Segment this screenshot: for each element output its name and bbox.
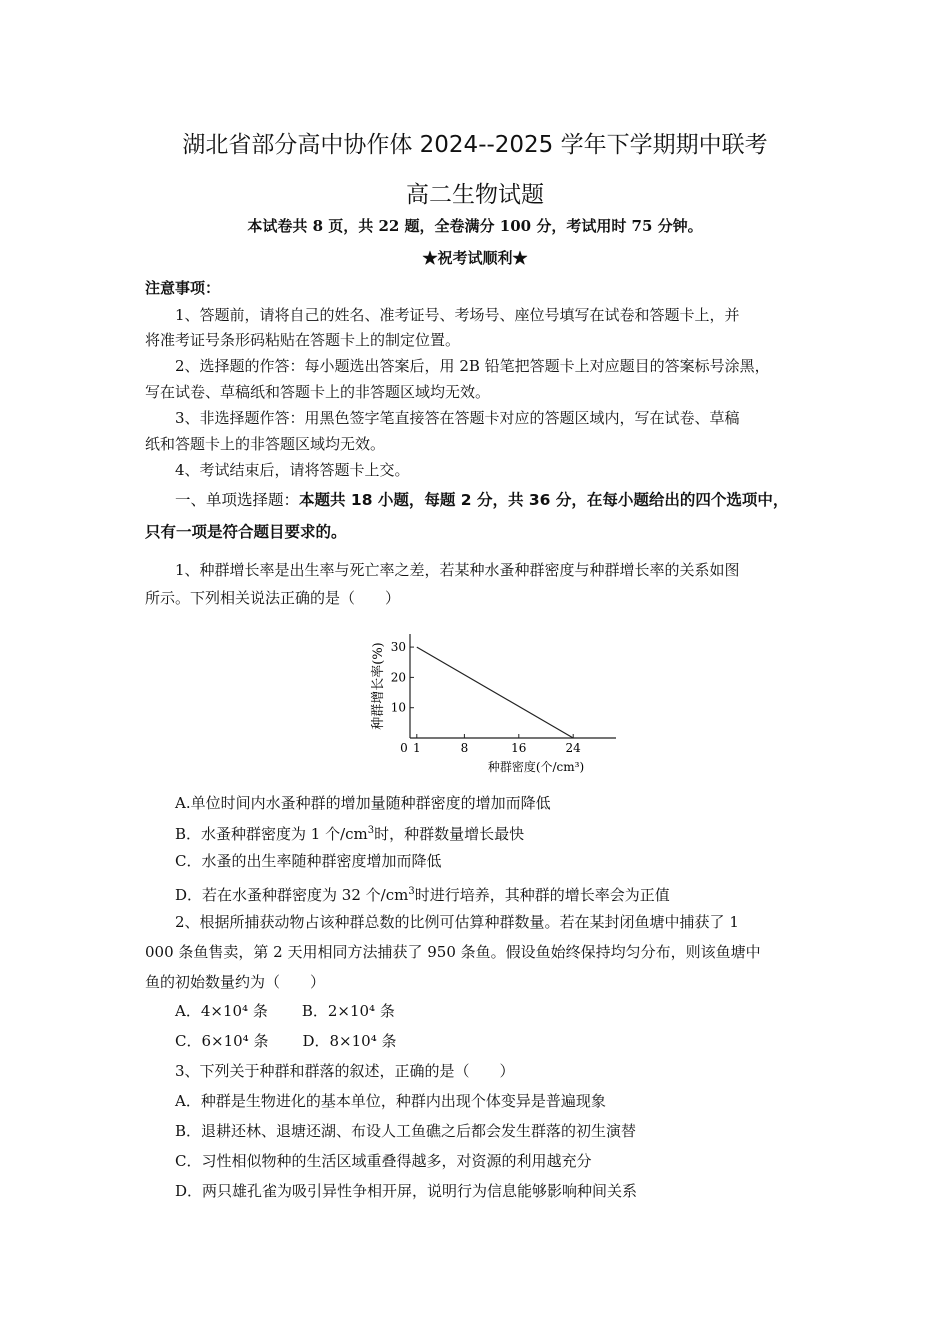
section-desc-cont: 只有一项是符合题目要求的。 xyxy=(145,523,347,541)
q3-stem: 3、下列关于种群和群落的叙述，正确的是（ ） xyxy=(175,1062,515,1080)
q3-option-d: D．两只雄孔雀为吸引异性争相开屏，说明行为信息能够影响种间关系 xyxy=(175,1182,638,1200)
exam-title: 湖北省部分高中协作体 2024--2025 学年下学期期中联考 xyxy=(182,132,768,158)
exam-info: 本试卷共 8 页，共 22 题，全卷满分 100 分，考试用时 75 分钟。 xyxy=(247,217,703,235)
chart-marks xyxy=(417,647,573,738)
section-heading xyxy=(175,490,843,510)
growth-rate-chart xyxy=(360,624,630,780)
notice-line: 3、非选择题作答：用黑色签字笔直接答在答题卡对应的答题区域内，写在试卷、草稿 xyxy=(175,409,740,427)
q1-option-d xyxy=(175,882,843,905)
q1-option-b xyxy=(175,821,843,844)
notice-heading: 注意事项： xyxy=(145,279,221,297)
x-tick-label: 1 xyxy=(412,741,421,755)
q1-option-d-text2: 时进行培养，其种群的增长率会为正值 xyxy=(414,886,670,904)
section-desc: 本题共 18 小题，每题 2 分，共 36 分，在每小题给出的四个选项中， xyxy=(299,491,789,509)
x-tick-label: 16 xyxy=(511,741,527,755)
q1-option-b-sup: 3 xyxy=(367,825,375,836)
q1-option-c: C．水蚤的出生率随种群密度增加而降低 xyxy=(175,852,442,870)
q2-options-row xyxy=(175,1031,843,1051)
x-tick-label: 8 xyxy=(460,741,469,755)
notice-line: 4、考试结束后，请将答题卡上交。 xyxy=(175,461,410,479)
y-tick-label: 20 xyxy=(390,670,406,685)
q2-option-b: B．2×10⁴ 条 xyxy=(301,1002,395,1020)
q2-stem: 000 条鱼售卖，第 2 天用相同方法捕获了 950 条鱼。假设鱼始终保持均匀分布，则该鱼塘中 xyxy=(145,943,761,961)
q1-option-d-text: D．若在水蚤种群密度为 32 个/cm xyxy=(175,886,409,904)
q2-option-a: A．4×10⁴ 条 xyxy=(175,1002,268,1020)
y-tick-label: 10 xyxy=(390,700,406,715)
notice-line: 纸和答题卡上的非答题区域均无效。 xyxy=(145,435,386,453)
q2-options-row xyxy=(175,1001,843,1021)
exam-wish: ★祝考试顺利★ xyxy=(422,249,528,267)
x-axis-label: 种群密度(个/cm³) xyxy=(487,760,585,774)
q1-option-a: A.单位时间内水蚤种群的增加量随种群密度的增加而降低 xyxy=(175,794,551,812)
q3-option-b: B．退耕还林、退塘还湖、布设人工鱼礁之后都会发生群落的初生演替 xyxy=(175,1122,637,1140)
q1-stem: 所示。下列相关说法正确的是（ ） xyxy=(145,589,401,607)
x-tick-label: 0 xyxy=(400,741,408,755)
x-tick-label: 24 xyxy=(565,741,581,755)
notice-line: 写在试卷、草稿纸和答题卡上的非答题区域均无效。 xyxy=(145,383,491,401)
section-prefix: 一、单项选择题： xyxy=(175,491,300,509)
notice-line: 将准考证号条形码粘贴在答题卡上的制定位置。 xyxy=(145,331,461,349)
y-tick-label: 30 xyxy=(390,640,406,655)
growth-rate-line xyxy=(417,647,573,738)
q3-option-c: C．习性相似物种的生活区域重叠得越多，对资源的利用越充分 xyxy=(175,1152,592,1170)
q2-stem: 鱼的初始数量约为（ ） xyxy=(145,973,326,991)
y-axis-label: 种群增长率(%) xyxy=(371,642,386,730)
q1-stem: 1、种群增长率是出生率与死亡率之差，若某种水蚤种群密度与种群增长率的关系如图 xyxy=(175,561,740,579)
exam-subject: 高二生物试题 xyxy=(406,182,544,208)
q2-option-c: C．6×10⁴ 条 xyxy=(175,1032,269,1050)
q1-option-d-sup: 3 xyxy=(408,886,415,897)
q3-option-a: A．种群是生物进化的基本单位，种群内出现个体变异是普遍现象 xyxy=(175,1092,606,1110)
q2-stem: 2、根据所捕获动物占该种群总数的比例可估算种群数量。若在某封闭鱼塘中捕获了 1 xyxy=(175,913,739,931)
q1-option-b-text: B．水蚤种群密度为 1 个/cm xyxy=(175,825,368,843)
notice-line: 1、答题前，请将自己的姓名、准考证号、考场号、座位号填写在试卷和答题卡上，并 xyxy=(175,306,740,324)
q1-option-b-text2: 时，种群数量增长最快 xyxy=(374,825,525,843)
q2-option-d: D．8×10⁴ 条 xyxy=(302,1032,397,1050)
notice-line: 2、选择题的作答：每小题选出答案后，用 2B 铅笔把答题卡上对应题目的答案标号涂黑， xyxy=(175,357,770,375)
